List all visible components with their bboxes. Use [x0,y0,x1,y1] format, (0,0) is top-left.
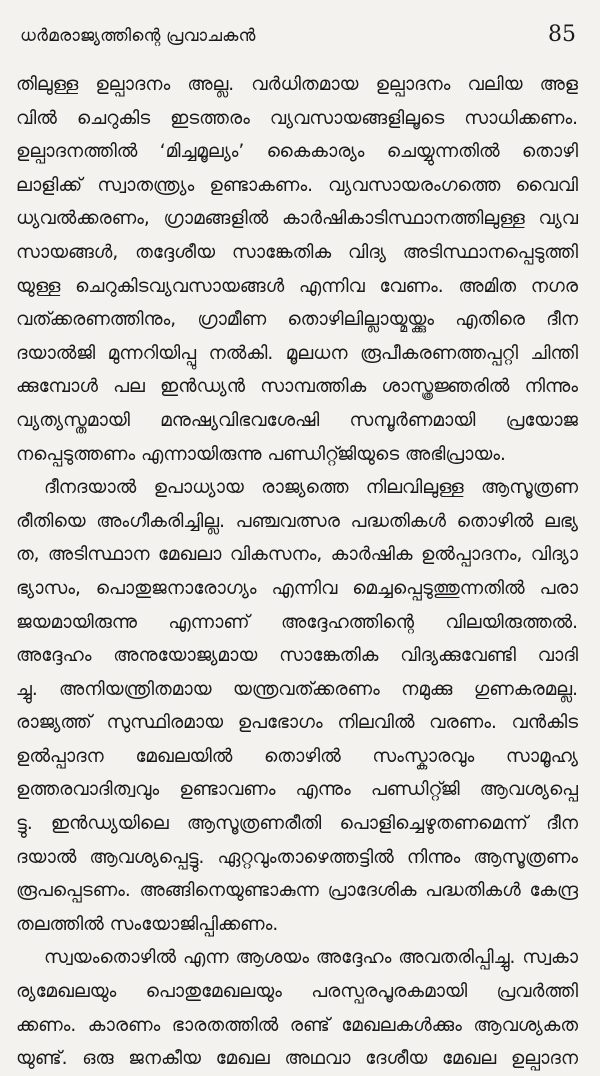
text-line: ധ്യവൽക്കരണം, ഗ്രാമങ്ങളിൽ കാർഷികാടിസ്ഥാനത്തിലുള്ള വ്യവ [16,208,578,230]
text-line: ക്കുമ്പോൾ പല ഇൻഡ്യൻ സാമ്പത്തിക ശാസ്ത്രജ്ഞരിൽ നിന്നും [16,376,578,398]
paragraph-first-line: ദീനദയാൽ ഉപാധ്യായ രാജ്യത്തെ നിലവിലുള്ള ആസൂത്രണ [44,477,578,499]
text-line: അദ്ദേഹം അനുയോജ്യമായ സാങ്കേതിക വിദ്യക്കുവേണ്ടി വാദി [16,645,578,667]
text-line: യുണ്ട്. ഒരു ജനകീയ മേഖല അഥവാ ദേശീയ മേഖല ഉല്പാദന [16,1048,578,1070]
text-line: ക്കണം. കാരണം ഭാരതത്തിൽ രണ്ട് മേഖലകൾക്കും ആവശ്യകത [16,1014,578,1036]
text-line: രീതിയെ അംഗീകരിച്ചില്ല. പഞ്ചവത്സര പദ്ധതികൾ തൊഴിൽ ലഭ്യ [16,510,578,532]
text-line: ഭ്യാസം, പൊതുജനാരോഗ്യം എന്നിവ മെച്ചപ്പെടുത്തുന്നതിൽ പരാ [16,577,578,599]
text-line: വിൽ ചെറുകിട ഇടത്തരം വ്യവസായങ്ങളിലൂടെ സാധിക്കണം. [16,107,578,129]
text-line: ഉത്തരവാദിത്വവും ഉണ്ടാവണം എന്നും പണ്ഡിറ്റ്ജി ആവശ്യപ്പെ [16,779,578,801]
text-line: വ്യത്യസ്തമായി മനുഷ്യവിഭവശേഷി സമ്പൂർണമായി പ്രയോജ [16,409,578,431]
paragraph-first-line: സ്വയംതൊഴിൽ എന്ന ആശയം അദ്ദേഹം അവതരിപ്പിച്ചു. സ്വകാ [44,947,578,969]
text-line: ര്യമേഖലയും പൊതുമേഖലയും പരസ്പരപൂരകമായി പ്രവർത്തി [16,981,578,1003]
paragraph-last-line: തലത്തിൽ സംയോജിപ്പിക്കണം. [16,913,279,935]
text-line: യുള്ള ചെറുകിടവ്യവസായങ്ങൾ എന്നിവ വേണം. അമിത നഗര [16,275,578,297]
text-line: ട്ടു. ഇൻഡ്യയിലെ ആസൂത്രണരീതി പൊളിച്ചെഴുതണമെന്ന് ദീന [16,813,578,835]
text-line: ഉൽപ്പാദന മേഖലയിൽ തൊഴിൽ സംസ്കാരവും സാമൂഹ്യ [16,745,578,767]
paragraph-last-line: നപ്പെടുത്തണം എന്നായിരുന്നു പണ്ഡിറ്റ്ജിയുടെ അഭിപ്രായം. [16,443,506,465]
text-line: ജയമായിരുന്നു എന്നാണ് അദ്ദേഹത്തിന്റെ വിലയിരുത്തൽ. [16,611,578,633]
text-line: ദയാൽ ആവശ്യപ്പെട്ടു. ഏറ്റവുംതാഴെത്തട്ടിൽ നിന്നും ആസൂത്രണം [16,846,578,868]
text-line: സായങ്ങൾ, തദ്ദേശീയ സാങ്കേതിക വിദ്യ അടിസ്ഥാനപ്പെടുത്തി [16,241,578,263]
text-line: തിലുള്ള ഉല്പാദനം അല്ല. വർധിതമായ ഉല്പാദനം വലിയ അള [16,74,578,95]
text-line: രൂപപ്പെടണം. അങ്ങിനെയുണ്ടാകുന്ന പ്രാദേശിക പദ്ധതികൾ കേന്ദ്ര [16,880,578,902]
text-line: ത, അടിസ്ഥാന മേഖലാ വികസനം, കാർഷിക ഉൽപ്പാദനം, വിദ്യാ [16,544,578,566]
body-text [16,68,578,1076]
text-line: ഉല്പാദനത്തിൽ ‘മിച്ചമൂല്യം’ കൈകാര്യം ചെയ്യുന്നതിൽ തൊഴി [16,141,578,163]
text-line: വത്ക്കരണത്തിനും, ഗ്രാമീണ തൊഴിലില്ലായ്മയ്ക്കും എതിരെ ദീന [16,309,578,331]
page-header [20,22,578,66]
text-line: ച്ചു. അനിയന്ത്രിതമായ യന്ത്രവത്ക്കരണം നമുക്കു ഗുണകരമല്ല. [16,678,578,700]
text-line: രാജ്യത്ത് സുസ്ഥിരമായ ഉപഭോഗം നിലവിൽ വരണം. വൻകിട [16,712,578,734]
running-title: ധർമരാജ്യത്തിന്റെ പ്രവാചകൻ [20,26,256,46]
text-line: ദയാൽജി മുന്നറിയിപ്പു നൽകി. മൂലധന രൂപീകരണത്തപ്പറ്റി ചിന്തി [16,342,578,364]
page-number: 85 [548,22,576,47]
text-line: ലാളിക്ക് സ്വാതന്ത്ര്യം ഉണ്ടാകണം. വ്യവസായരംഗത്തെ വൈവി [16,174,578,196]
